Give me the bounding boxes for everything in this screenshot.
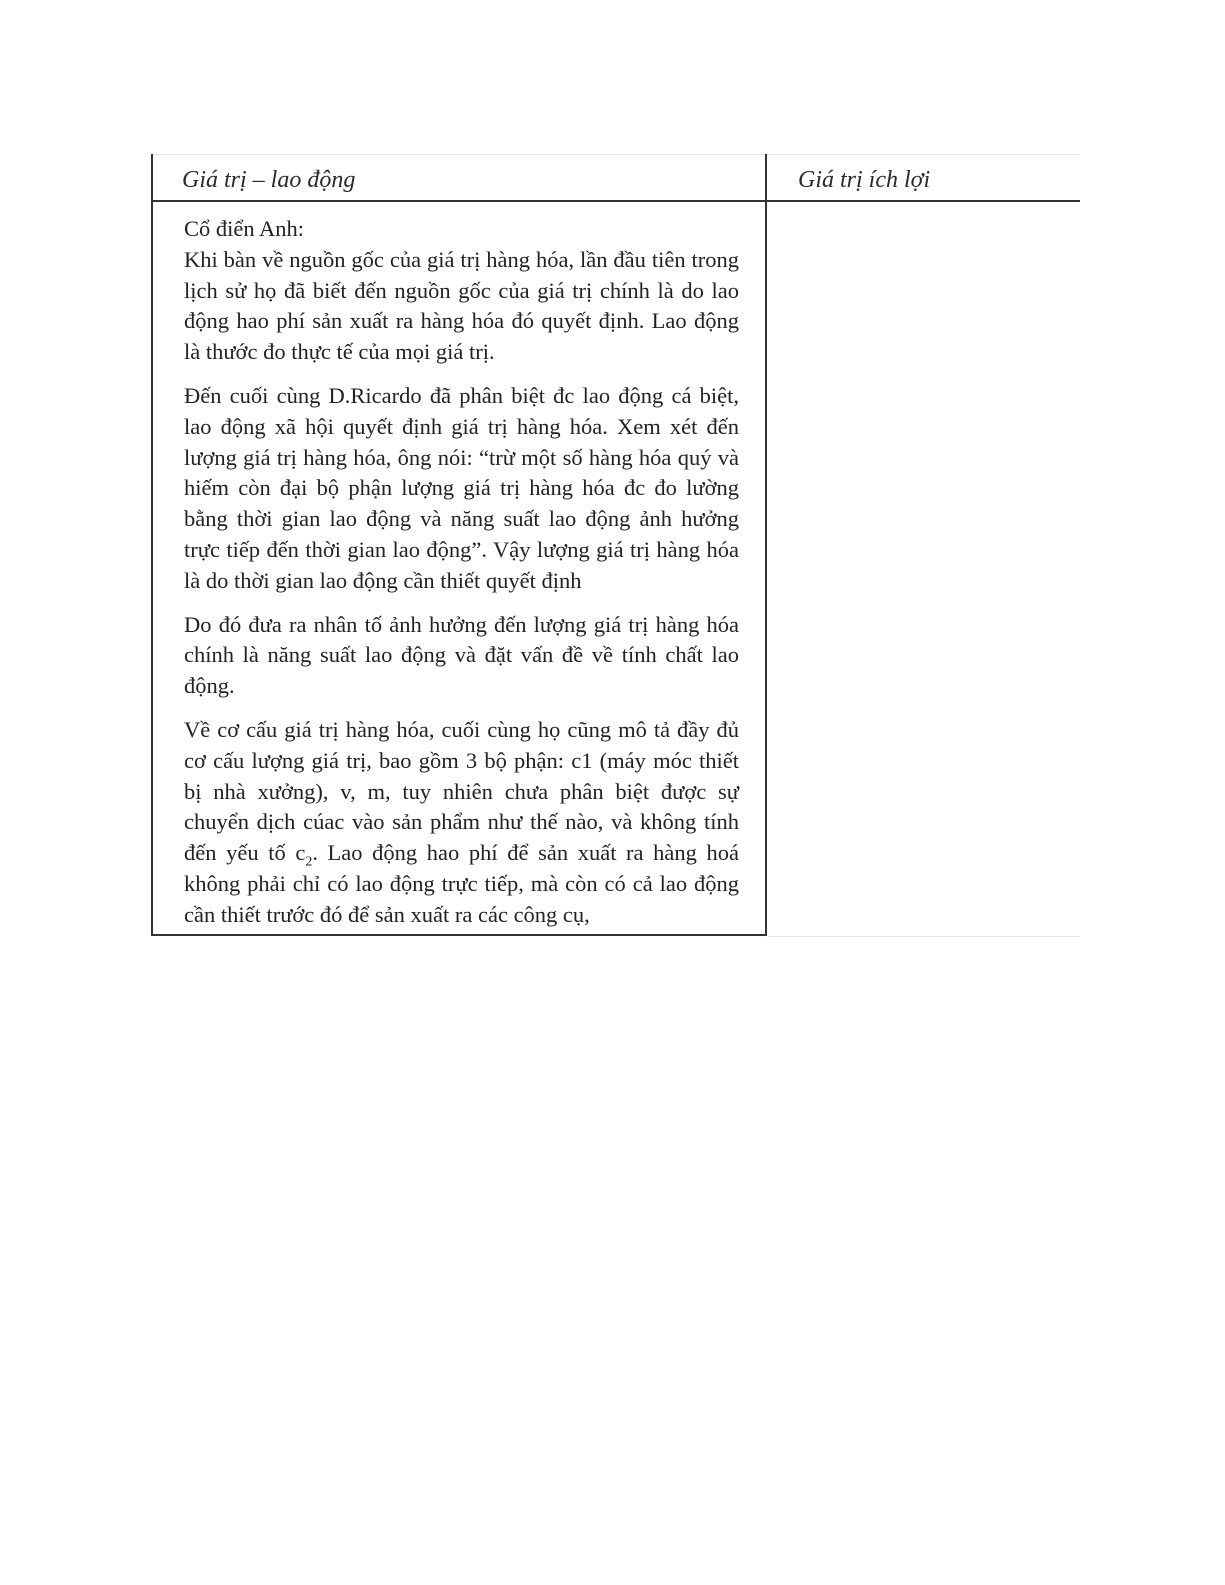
paragraph-4	[184, 715, 739, 931]
section-label: Cổ điển Anh:	[184, 216, 305, 241]
left-column	[151, 154, 767, 936]
paragraph-4-part-1: Về cơ cấu giá trị hàng hóa, cuối cùng họ cũng mô tả đầy đủ cơ cấu lượng giá trị, bao gồm 3 bộ phận: c1 (máy móc thiết bị nhà xưởng), v, m, tuy nhiên chưa phân biệt được sự chuyển dịch cúac vào sản phẩm như thế nào, và không tính đến yếu tố c	[184, 716, 739, 866]
left-column-content	[184, 214, 739, 934]
right-column	[767, 202, 1080, 936]
comparison-table	[151, 154, 1080, 937]
table-top-border-right	[767, 154, 1080, 155]
left-column-clip	[153, 154, 769, 934]
subscript-2: 2	[305, 854, 313, 870]
paragraph-2: Đến cuối cùng D.Ricardo đã phân biệt đc lao động cá biệt, lao động xã hội quyết định giá trị hàng hóa. Xem xét đến lượng giá trị hàng hóa, ông nói: “trừ một số hàng hóa quý và hiếm còn đại bộ phận lượng giá trị hàng hóa đc đo lường bằng thời gian lao động và năng suất lao động ảnh hưởng trực tiếp đến thời gian lao động”. Vậy lượng giá trị hàng hóa là do thời gian lao động cần thiết quyết định	[184, 382, 739, 593]
paragraph-4-part-2: . Lao động hao phí để sản xuất ra hàng hoá không phải chỉ có lao động trực tiếp, mà còn có cả lao động cần thiết trước đó để sản xuất ra các công cụ,	[184, 840, 739, 927]
header-right: Giá trị ích lợi	[798, 167, 931, 193]
paragraph-3: Do đó đưa ra nhân tố ảnh hưởng đến lượng giá trị hàng hóa chính là năng suất lao động và đặt vấn đề về tính chất lao động.	[184, 611, 739, 699]
paragraph-1: Khi bàn về nguồn gốc của giá trị hàng hóa, lần đầu tiên trong lịch sử họ đã biết đến nguồn gốc của giá trị chính là do lao động hao phí sản xuất ra hàng hóa đó quyết định. Lao động là thước đo thực tế của mọi giá trị.	[184, 246, 739, 365]
table-bottom-border-right	[767, 936, 1080, 937]
header-left: Giá trị – lao động	[182, 167, 356, 193]
